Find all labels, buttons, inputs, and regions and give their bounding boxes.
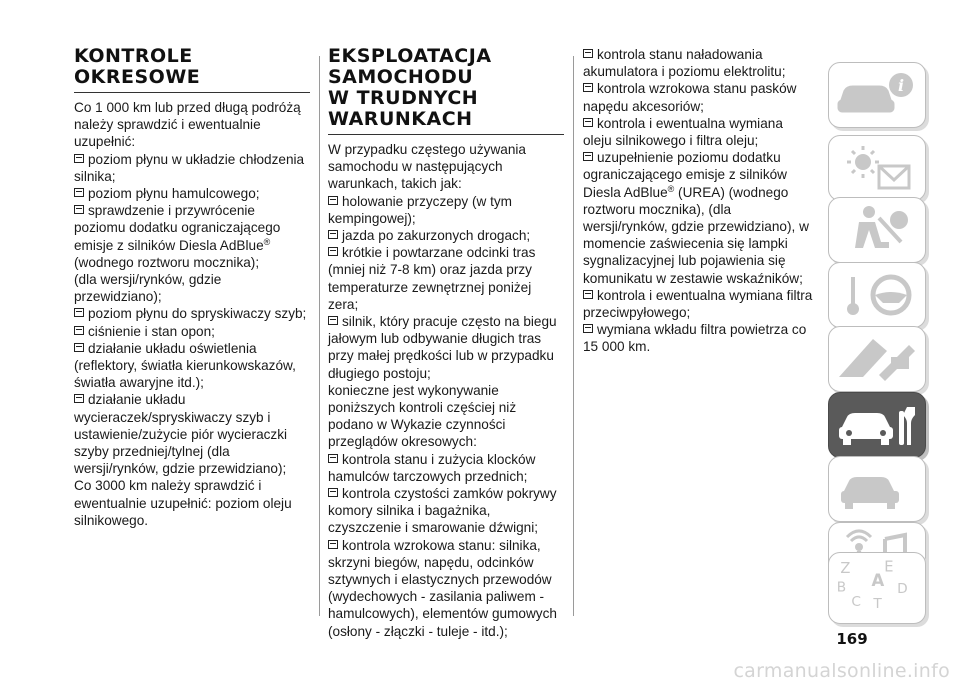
list-item: kontrola wzrokowa stanu: silnika, skrzyni biegów, napędu, odcinków sztywnych i elastycznych przewodów (wydechowych - zasilania paliwem - hamulcowych), elementów gumowych (osłony - złączki - tuleje - itd.); (328, 537, 557, 639)
svg-text:C: C (851, 594, 861, 611)
list-item: uzupełnienie poziomu dodatku ograniczającego emisje z silników Diesla AdBlue® (UREA) (wodnego roztworu mocznika), (dla wersji/rynków, gdzie przewidziano), w momencie zaświecenia się lampki sygnalizacyjnej lub pojawienia się komunikatu w zestawie wskaźników; (583, 150, 809, 286)
svg-text:i: i (897, 76, 905, 95)
section-heading-hard-conditions: EKSPLOATACJA SAMOCHODU W TRUDNYCH WARUNKACH (328, 45, 492, 130)
checkbox-bullet-icon (74, 205, 84, 214)
list-item: kontrola i ewentualna wymiana oleju silnikowego i filtra oleju; (583, 115, 783, 149)
index-letters-icon (829, 553, 925, 617)
checkbox-bullet-icon (74, 394, 84, 403)
checkbox-bullet-icon (583, 118, 593, 127)
svg-text:B: B (836, 579, 847, 596)
checkbox-bullet-icon (583, 324, 593, 333)
column-continued (583, 46, 815, 356)
checkbox-bullet-icon (74, 308, 84, 317)
airbag-safety-icon (829, 198, 925, 262)
column-divider (573, 56, 574, 616)
version-note: (dla wersji/rynków, gdzie przewidziano); (74, 272, 222, 305)
list-item: kontrola wzrokowa stanu pasków napędu akcesoriów; (583, 81, 797, 114)
list-item: działanie układu oświetlenia (reflektory, światła kierunkowskazów, światła awaryjne itd.); (74, 340, 296, 391)
heading-rule (328, 134, 564, 135)
list-item: holowanie przyczepy (w tym kempingowej); (328, 193, 512, 226)
list-item: działanie układu wycieraczek/spryskiwaczy szyb i ustawienie/zużycie piór wycieraczki szyby przedniej/tylnej (dla wersji/rynków, gdzie przewidziano); (74, 392, 288, 477)
tab-index[interactable] (828, 552, 926, 624)
list-item: kontrola i ewentualna wymiana filtra przeciwpyłowego; (583, 287, 813, 321)
section-heading-periodic-checks: KONTROLE OKRESOWE (74, 45, 201, 88)
tab-technical-data[interactable] (828, 456, 926, 522)
tab-warning-lights[interactable] (828, 135, 926, 201)
checkbox-bullet-icon (328, 230, 338, 239)
car-info-icon (829, 63, 925, 127)
list-item: wymiana wkładu filtra powietrza co 15 000 km. (583, 322, 807, 355)
checkbox-bullet-icon (328, 454, 338, 463)
column-periodic-checks (74, 46, 310, 529)
technical-data-icon (829, 457, 925, 521)
list-item: poziom płynu do spryskiwaczy szyb; (74, 305, 310, 322)
list-item: ciśnienie i stan opon; (74, 323, 310, 340)
intro-paragraph: W przypadku częstego używania samochodu w następujących warunkach, takich jak: (328, 142, 526, 192)
list-item: sprawdzenie i przywrócenie poziomu dodatku ograniczającego emisje z silników Diesla AdBlue® (wodnego roztworu mocznika); (74, 203, 281, 270)
column-divider (319, 56, 320, 616)
list-item: poziom płynu w układzie chłodzenia silnika; (74, 151, 305, 184)
checkbox-bullet-icon (328, 247, 338, 256)
checkbox-bullet-icon (583, 152, 593, 161)
middle-paragraph: konieczne jest wykonywanie poniższych kontroli częściej niż podano w Wykazie czynności przeglądów okresowych: (328, 382, 517, 450)
tab-car-info[interactable] (828, 62, 926, 128)
svg-text:Z: Z (840, 560, 851, 578)
list-item: krótkie i powtarzane odcinki tras (mniej niż 7-8 km) oraz jazda przy temperaturze zewnętrznej poniżej zera; (328, 245, 536, 312)
list-item: kontrola stanu i zużycia klocków hamulców tarczowych przednich; (328, 451, 536, 484)
checkbox-bullet-icon (328, 540, 338, 549)
list-item: jazda po zakurzonych drogach; (328, 227, 564, 244)
tab-starting-driving[interactable] (828, 262, 926, 328)
outro-paragraph: Co 3000 km należy sprawdzić i ewentualnie uzupełnić: poziom oleju silnikowego. (74, 478, 292, 528)
svg-text:A: A (871, 570, 885, 590)
steering-wheel-key-icon (829, 263, 925, 327)
watermark-text: carmanualsonline.info (733, 660, 950, 682)
tab-maintenance-care[interactable] (828, 392, 926, 458)
checkbox-bullet-icon (74, 343, 84, 352)
svg-text:D: D (897, 581, 908, 598)
car-maintenance-icon (829, 393, 925, 457)
tab-emergency[interactable] (828, 326, 926, 392)
checkbox-bullet-icon (328, 196, 338, 205)
svg-text:E: E (884, 558, 894, 576)
intro-paragraph: Co 1 000 km lub przed długą podróżą należy sprawdzić i ewentualnie uzupełnić: (74, 100, 301, 150)
heading-rule (74, 92, 310, 93)
checkbox-bullet-icon (328, 316, 338, 325)
list-item: poziom płynu hamulcowego; (74, 185, 310, 202)
svg-text:T: T (873, 595, 882, 612)
checkbox-bullet-icon (74, 326, 84, 335)
page-number: 169 (836, 630, 868, 648)
list-item: kontrola czystości zamków pokrywy komory silnika i bagażnika, czyszczenie i smarowanie dźwigni; (328, 486, 557, 536)
tab-safety[interactable] (828, 197, 926, 263)
checkbox-bullet-icon (74, 188, 84, 197)
checkbox-bullet-icon (74, 154, 84, 163)
checkbox-bullet-icon (328, 488, 338, 497)
checkbox-bullet-icon (583, 290, 593, 299)
list-item: silnik, który pracuje często na biegu jałowym lub odbywanie długich tras przy małej prędkości lub w przypadku długiego postoju; (328, 314, 557, 381)
emergency-hazard-icon (829, 327, 925, 391)
checkbox-bullet-icon (583, 83, 593, 92)
warning-lights-icon (829, 136, 925, 200)
column-hard-conditions (328, 46, 564, 640)
checkbox-bullet-icon (583, 49, 593, 58)
list-item: kontrola stanu naładowania akumulatora i poziomu elektrolitu; (583, 47, 786, 80)
